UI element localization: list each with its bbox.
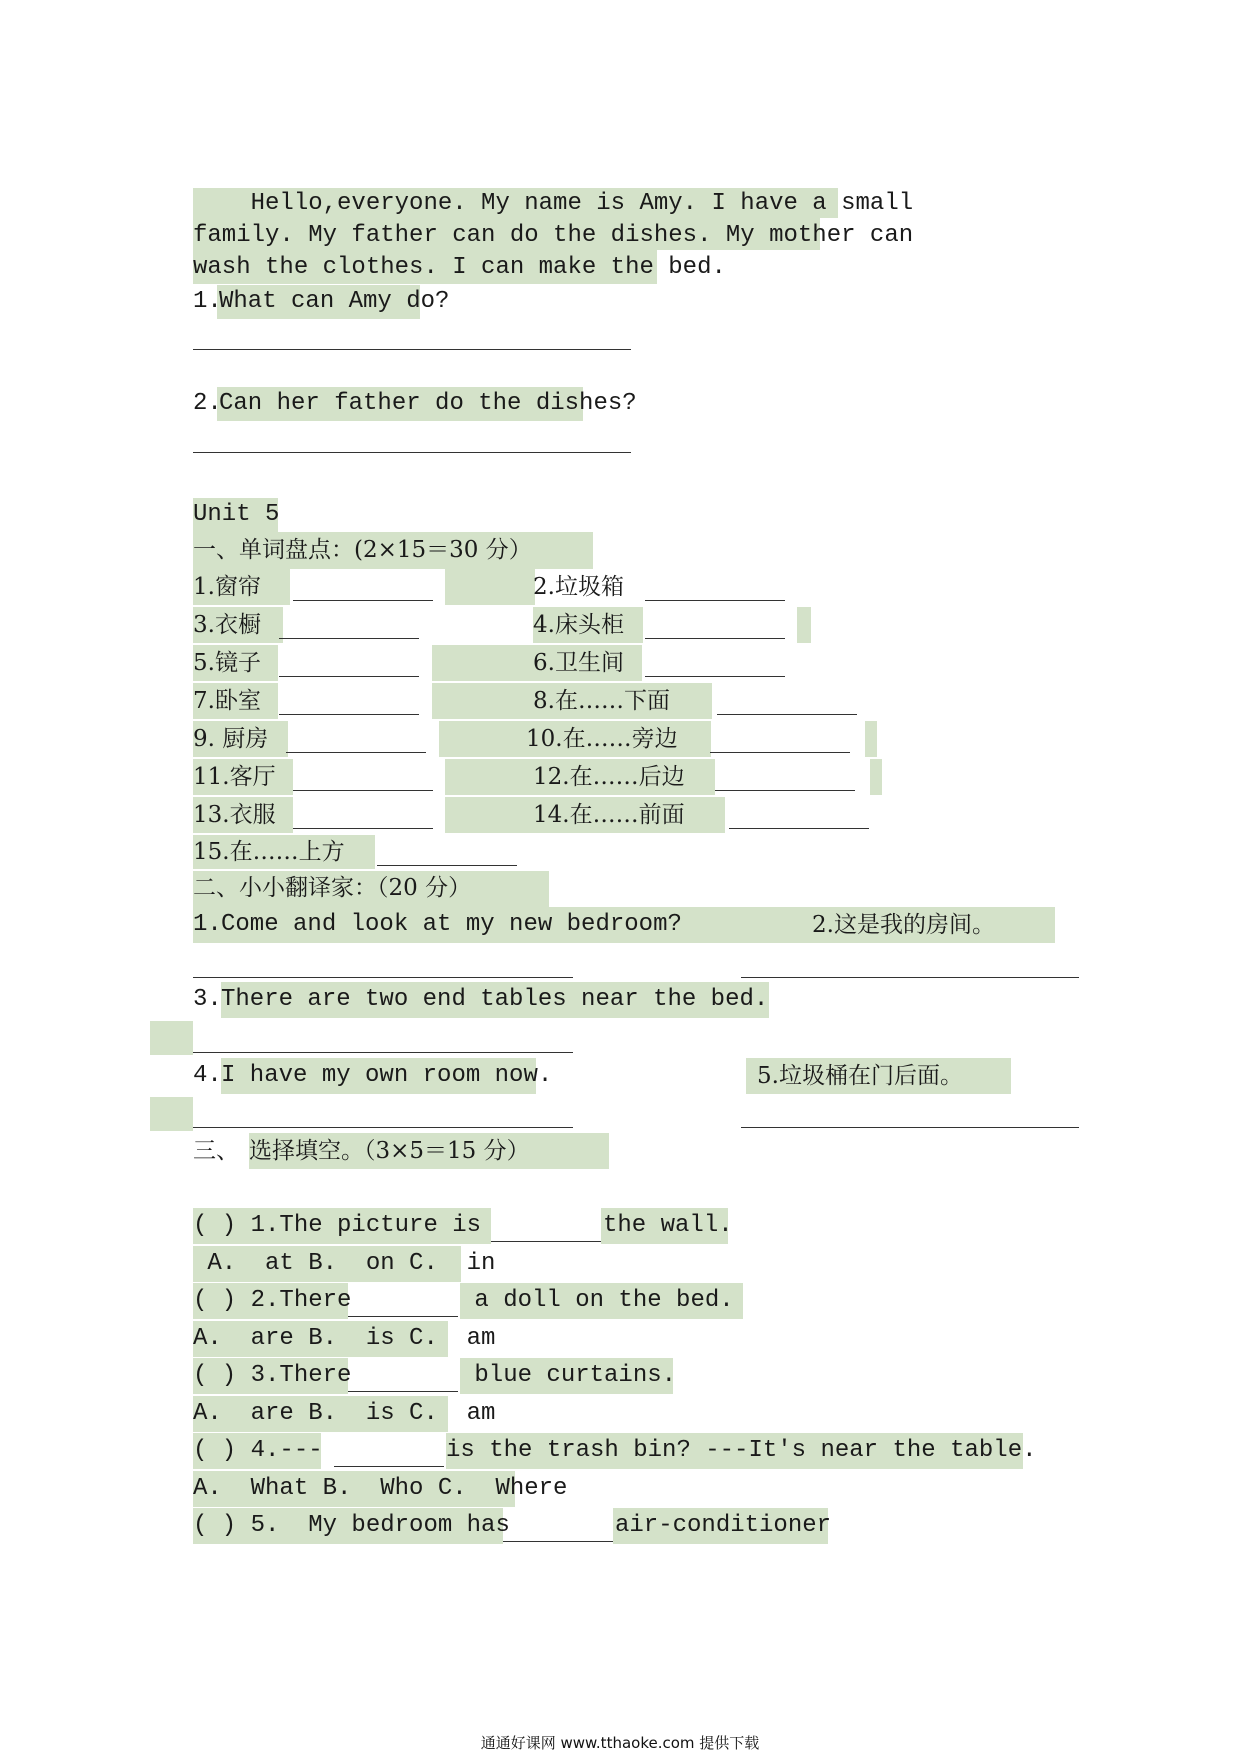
choice-question: ( ) 3.There — [193, 1362, 352, 1389]
translate-number: 3. — [193, 986, 222, 1013]
page-footer: 通通好课网 www.tthaoke.com 提供下载 — [480, 1734, 760, 1752]
translate-text: 这是我的房间。 — [834, 912, 995, 938]
choice-options: A. are B. is C. am — [193, 1400, 496, 1427]
question-number: 1. — [193, 288, 222, 315]
choice-question-end: blue curtains. — [460, 1362, 677, 1389]
choice-question-end: the wall. — [603, 1212, 733, 1239]
choice-options: A. at B. on C. in — [193, 1250, 496, 1277]
answer-line[interactable] — [377, 865, 517, 866]
answer-line[interactable] — [715, 790, 855, 791]
vocab-item: 8.在……下面 — [533, 688, 670, 714]
translate-number: 5. — [757, 1063, 779, 1089]
translate-text: 垃圾桶在门后面。 — [779, 1063, 963, 1089]
translate-text: Come and look at my new bedroom? — [221, 911, 682, 938]
answer-line[interactable] — [491, 1241, 601, 1242]
section-title: 选择填空。（3×5＝15 分） — [249, 1138, 530, 1164]
section-title: 一、单词盘点：(2×15＝30 分） — [193, 537, 532, 563]
answer-line[interactable] — [503, 1541, 613, 1542]
vocab-item: 2.垃圾箱 — [533, 574, 624, 600]
answer-line[interactable] — [193, 977, 573, 978]
vocab-item: 14.在……前面 — [533, 802, 685, 828]
choice-question-end: is the trash bin? ---It's near the table. — [446, 1437, 1037, 1464]
vocab-item: 13.衣服 — [193, 802, 276, 828]
vocab-item: 9. 厨房 — [193, 726, 269, 752]
section-title: 二、小小翻译家：（20 分） — [193, 875, 472, 901]
highlight-band — [797, 607, 811, 643]
answer-line[interactable] — [193, 452, 631, 453]
choice-options: A. What B. Who C. Where — [193, 1475, 568, 1502]
translate-number: 2. — [812, 912, 834, 938]
choice-question: ( ) 2.There — [193, 1287, 352, 1314]
highlight-band — [150, 1021, 193, 1055]
vocab-item: 3.衣橱 — [193, 612, 261, 638]
choice-question: ( ) 4.--- — [193, 1437, 338, 1464]
choice-question-end: a doll on the bed. — [460, 1287, 734, 1314]
highlight-band — [445, 569, 535, 605]
vocab-item: 1.窗帘 — [193, 574, 261, 600]
answer-line[interactable] — [348, 1316, 458, 1317]
vocab-item: 4.床头柜 — [533, 612, 624, 638]
vocab-item: 11.客厅 — [193, 764, 276, 790]
answer-line[interactable] — [286, 752, 426, 753]
choice-options: A. are B. is C. am — [193, 1325, 496, 1352]
vocab-item: 15.在……上方 — [193, 839, 345, 865]
highlight-band — [865, 721, 877, 757]
question-text: Can her father do the dishes? — [219, 390, 637, 417]
translate-number: 1. — [193, 911, 222, 938]
answer-line[interactable] — [645, 676, 785, 677]
section-title-prefix: 三、 — [193, 1138, 239, 1164]
vocab-item: 5.镜子 — [193, 650, 261, 676]
translate-text: There are two end tables near the bed. — [221, 986, 769, 1013]
answer-line[interactable] — [348, 1391, 458, 1392]
choice-question: ( ) 1.The picture is — [193, 1212, 496, 1239]
highlight-band — [870, 759, 882, 795]
answer-line[interactable] — [279, 714, 419, 715]
choice-question: ( ) 5. My bedroom has — [193, 1512, 525, 1539]
answer-line[interactable] — [293, 790, 433, 791]
vocab-item: 10.在……旁边 — [526, 726, 678, 752]
passage-line: Hello,everyone. My name is Amy. I have a small — [193, 190, 914, 217]
question-text: What can Amy do? — [219, 288, 450, 315]
answer-line[interactable] — [193, 1052, 573, 1053]
vocab-item: 7.卧室 — [193, 688, 261, 714]
answer-line[interactable] — [645, 600, 785, 601]
question-number: 2. — [193, 390, 222, 417]
answer-line[interactable] — [193, 349, 631, 350]
vocab-item: 6.卫生间 — [533, 650, 624, 676]
passage-line: family. My father can do the dishes. My mother can — [193, 222, 914, 249]
answer-line[interactable] — [293, 600, 433, 601]
answer-line[interactable] — [293, 828, 433, 829]
answer-line[interactable] — [279, 676, 419, 677]
highlight-band — [150, 1097, 193, 1131]
answer-line[interactable] — [334, 1466, 444, 1467]
answer-line[interactable] — [729, 828, 869, 829]
unit-title: Unit 5 — [193, 501, 280, 528]
answer-line[interactable] — [645, 638, 785, 639]
answer-line[interactable] — [741, 977, 1079, 978]
translate-text: I have my own room now. — [221, 1062, 553, 1089]
answer-line[interactable] — [279, 638, 419, 639]
answer-line[interactable] — [717, 714, 857, 715]
answer-line[interactable] — [741, 1127, 1079, 1128]
answer-line[interactable] — [710, 752, 850, 753]
passage-line: wash the clothes. I can make the bed. — [193, 254, 726, 281]
translate-number: 4. — [193, 1062, 222, 1089]
answer-line[interactable] — [193, 1127, 573, 1128]
choice-question-end: air-conditioner — [615, 1512, 832, 1539]
vocab-item: 12.在……后边 — [533, 764, 685, 790]
